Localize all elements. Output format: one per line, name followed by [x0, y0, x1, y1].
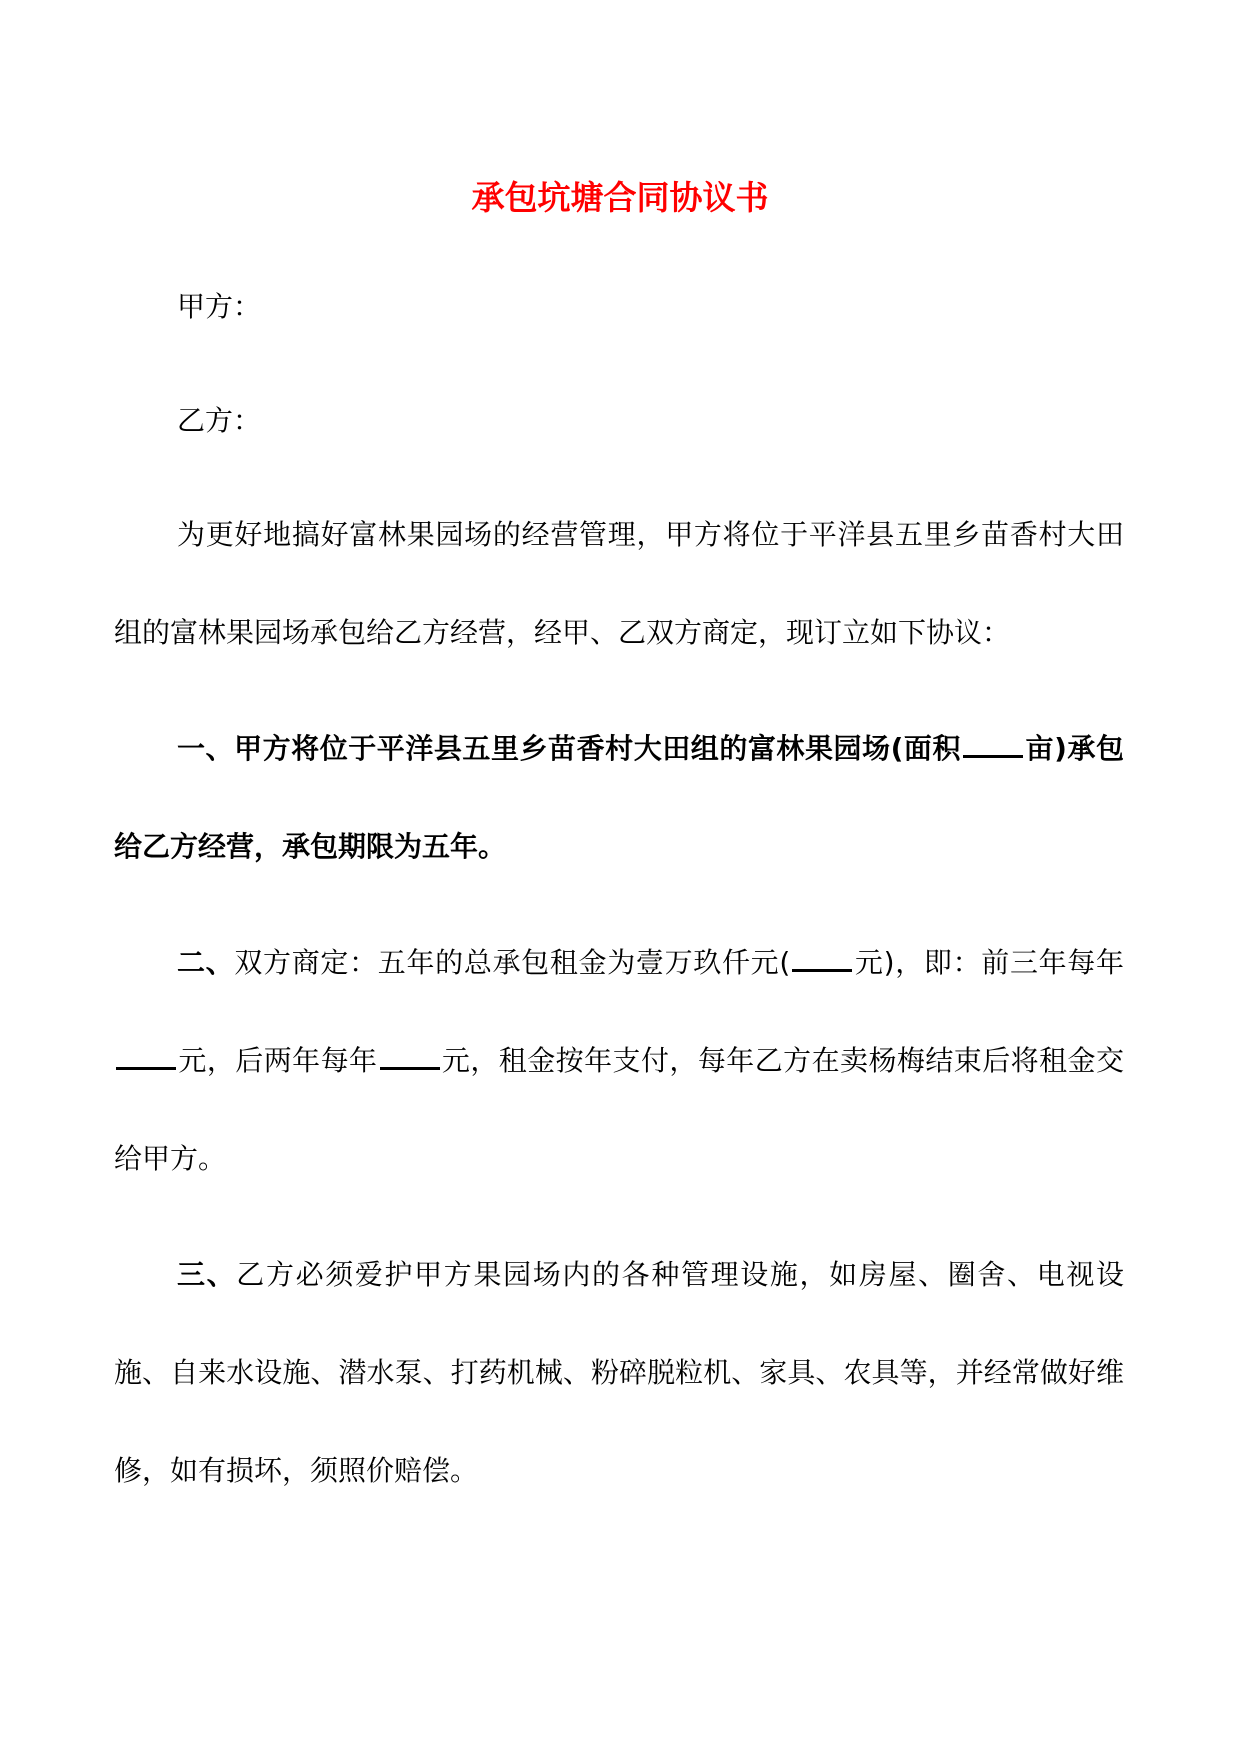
- clause-2-text-a: 双方商定：五年的总承包租金为壹万玖仟元(: [234, 946, 791, 979]
- clause-3-text: 乙方必须爱护甲方果园场内的各种管理设施，如房屋、圈舍、电视设施、自来水设施、潜水泵、打药机械、粉碎脱粒机、家具、农具等，并经常做好维修，如有损坏，须照价赔偿。: [114, 1258, 1124, 1487]
- clause-2-text-d: 元，租金按年支付，每年乙方在卖杨梅结束后将租金交给甲方。: [114, 1044, 1124, 1175]
- clause-2-lead: 二、: [177, 946, 235, 979]
- document-title: 承包坑塘合同协议书: [471, 178, 769, 217]
- last-two-years-rent-blank: [380, 1039, 440, 1070]
- area-blank: [963, 727, 1023, 758]
- clause-1-lead: 一、: [177, 732, 235, 765]
- party-a-line: 甲方：: [177, 290, 262, 323]
- total-rent-blank: [792, 941, 852, 972]
- party-b-line: 乙方：: [177, 404, 262, 437]
- clause-3: [114, 1226, 1124, 1520]
- clause-2: [114, 914, 1124, 1208]
- clause-2-text-c: 元，后两年每年: [178, 1044, 378, 1077]
- first-three-years-rent-blank: [116, 1039, 176, 1070]
- clause-2-text-b: 元)，即：前三年每年: [854, 946, 1124, 979]
- clause-1-text-a: 甲方将位于平洋县五里乡苗香村大田组的富林果园场(面积: [234, 732, 961, 765]
- clause-1: [114, 700, 1124, 896]
- clause-1-text-b: 亩)承包给乙方经营，承包期限为五年。: [114, 732, 1124, 863]
- clause-3-lead: 三、: [177, 1258, 237, 1291]
- intro-paragraph: 为更好地搞好富林果园场的经营管理，甲方将位于平洋县五里乡苗香村大田组的富林果园场承包给乙方经营，经甲、乙双方商定，现订立如下协议：: [114, 518, 1124, 649]
